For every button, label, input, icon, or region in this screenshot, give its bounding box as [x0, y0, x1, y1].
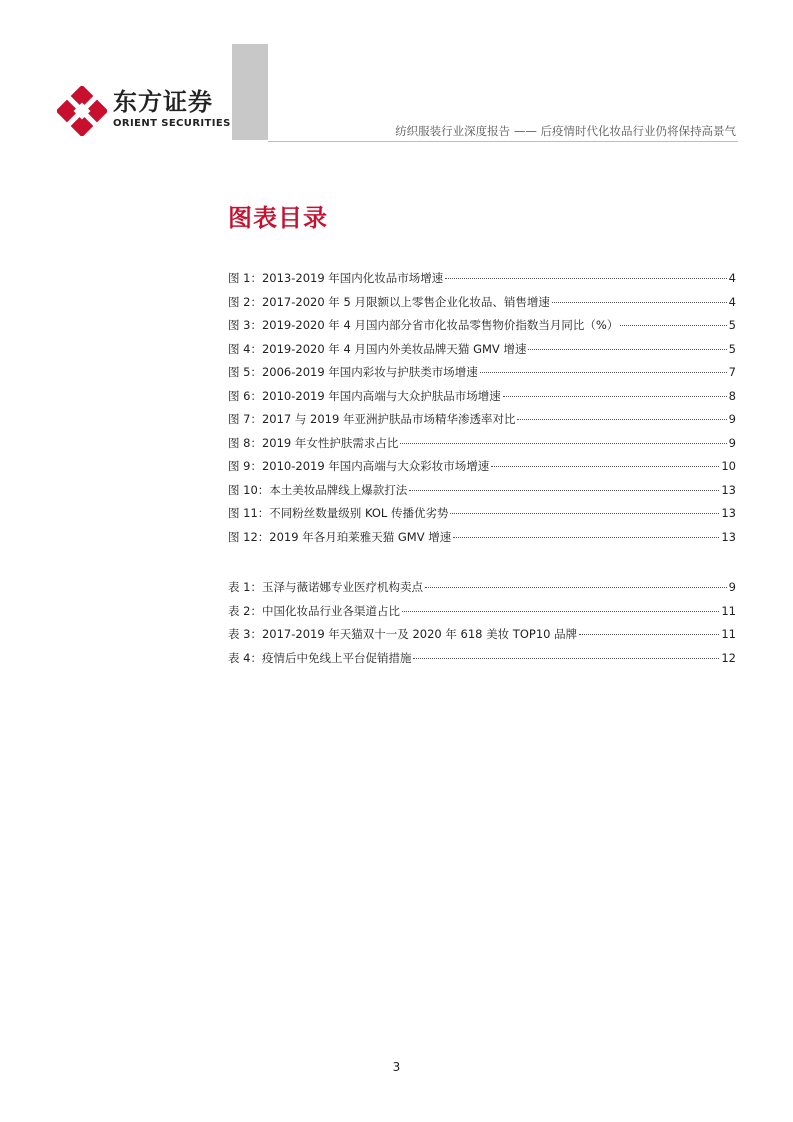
toc-entry-figure-7[interactable]	[228, 411, 736, 435]
report-subtitle: 纺织服装行业深度报告 —— 后疫情时代化妆品行业仍将保持高景气	[395, 124, 736, 138]
toc-entry-figure-4[interactable]	[228, 341, 736, 365]
toc-entry-page: 5	[728, 318, 736, 332]
toc-entry-page: 13	[721, 529, 736, 544]
toc-entry-page: 11	[721, 603, 736, 618]
dot-leader	[453, 537, 719, 538]
dot-leader	[517, 419, 726, 420]
toc-entry-page: 12	[721, 650, 736, 665]
dot-leader	[402, 611, 719, 612]
header-gray-bar	[232, 44, 268, 140]
dot-leader	[579, 634, 719, 635]
toc-entry-label: 图 1：2013-2019 年国内化妆品市场增速	[228, 271, 444, 285]
toc-entry-figure-6[interactable]	[228, 388, 736, 412]
dot-leader	[552, 302, 727, 303]
toc-entry-page: 9	[728, 412, 736, 426]
toc-entry-label: 图 2：2017-2020 年 5 月限额以上零售企业化妆品、销售增速	[228, 294, 550, 309]
dot-leader	[620, 325, 726, 326]
header-divider	[268, 141, 738, 142]
toc-entry-page: 9	[728, 435, 736, 450]
toc-entry-page: 13	[721, 482, 736, 497]
toc-entry-page: 4	[728, 271, 736, 285]
dot-leader	[445, 278, 726, 279]
table-list	[228, 579, 736, 673]
toc-entry-label: 图 11：不同粉丝数量级别 KOL 传播优劣势	[228, 506, 449, 520]
toc-entry-page: 11	[721, 627, 736, 641]
dot-leader	[503, 396, 727, 397]
toc-entry-label: 图 12：2019 年各月珀莱雅天猫 GMV 增速	[228, 529, 452, 544]
dot-leader	[425, 587, 727, 588]
toc-entry-figure-8[interactable]	[228, 435, 736, 459]
company-logo	[57, 86, 237, 142]
toc-entry-label: 图 7：2017 与 2019 年亚洲护肤品市场精华渗透率对比	[228, 412, 516, 426]
dot-leader	[413, 658, 719, 659]
toc-entry-figure-12[interactable]	[228, 529, 736, 553]
dot-leader	[491, 466, 719, 467]
toc-entry-label: 图 10：本土美妆品牌线上爆款打法	[228, 482, 408, 497]
toc-entry-page: 9	[728, 580, 736, 594]
toc-entry-figure-10[interactable]	[228, 482, 736, 506]
orient-securities-logo-icon	[57, 86, 107, 136]
toc-entry-label: 图 6：2010-2019 年国内高端与大众护肤品市场增速	[228, 388, 501, 403]
toc-entry-figure-5[interactable]	[228, 364, 736, 388]
toc-title: 图表目录	[228, 204, 328, 232]
dot-leader	[450, 513, 719, 514]
dot-leader	[480, 372, 727, 373]
toc-entry-table-1[interactable]	[228, 579, 736, 603]
logo-chinese-name: 东方证券	[113, 88, 213, 116]
toc-entry-page: 13	[721, 506, 736, 520]
toc-entry-page: 5	[728, 341, 736, 356]
toc-entry-label: 图 4：2019-2020 年 4 月国内外美妆品牌天猫 GMV 增速	[228, 341, 527, 356]
dot-leader	[528, 349, 726, 350]
toc-entry-figure-1[interactable]	[228, 270, 736, 294]
toc-entry-label: 图 5：2006-2019 年国内彩妆与护肤类市场增速	[228, 365, 478, 379]
logo-english-name: ORIENT SECURITIES	[113, 118, 231, 129]
toc-entry-table-2[interactable]	[228, 603, 736, 627]
toc-entry-figure-11[interactable]	[228, 505, 736, 529]
dot-leader	[400, 443, 726, 444]
toc-entry-label: 表 4：疫情后中免线上平台促销措施	[228, 650, 412, 665]
toc-entry-label: 图 8：2019 年女性护肤需求占比	[228, 435, 399, 450]
toc-entry-label: 图 9：2010-2019 年国内高端与大众彩妆市场增速	[228, 459, 490, 473]
toc-entry-figure-2[interactable]	[228, 294, 736, 318]
page-header	[0, 0, 793, 150]
toc-entry-figure-9[interactable]	[228, 458, 736, 482]
toc-entry-figure-3[interactable]	[228, 317, 736, 341]
toc-entry-table-4[interactable]	[228, 650, 736, 674]
toc-entry-page: 10	[721, 459, 736, 473]
toc-entry-label: 表 1：玉泽与薇诺娜专业医疗机构卖点	[228, 580, 423, 594]
toc-entry-page: 4	[728, 294, 736, 309]
toc-entry-page: 7	[728, 365, 736, 379]
figure-list	[228, 270, 736, 552]
toc-entry-page: 8	[728, 388, 736, 403]
toc-entry-label: 表 2：中国化妆品行业各渠道占比	[228, 603, 400, 618]
toc-entry-label: 表 3：2017-2019 年天猫双十一及 2020 年 618 美妆 TOP10 品牌	[228, 627, 578, 641]
dot-leader	[409, 490, 719, 491]
page-number: 3	[392, 1060, 401, 1074]
toc-entry-table-3[interactable]	[228, 626, 736, 650]
toc-entry-label: 图 3：2019-2020 年 4 月国内部分省市化妆品零售物价指数当月同比（%）	[228, 318, 619, 332]
